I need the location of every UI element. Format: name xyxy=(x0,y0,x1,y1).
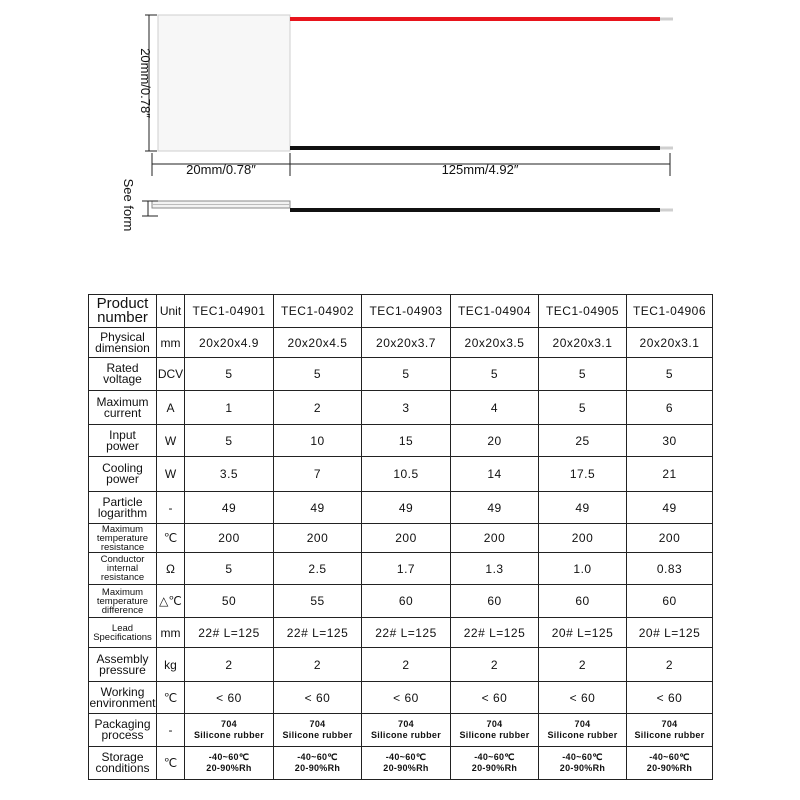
unit-cell: ℃ xyxy=(157,747,185,780)
row-label xyxy=(89,648,157,682)
table-row xyxy=(89,391,713,425)
value-cell: 22# L=125 xyxy=(274,618,362,648)
model-header: TEC1-04905 xyxy=(539,295,627,328)
value-line: 20-90%Rh xyxy=(471,763,518,773)
model-header: TEC1-04901 xyxy=(185,295,274,328)
table-row xyxy=(89,524,713,553)
table-row xyxy=(89,328,713,358)
row-label xyxy=(89,553,157,585)
table-row xyxy=(89,358,713,391)
unit-cell: W xyxy=(157,425,185,457)
value-cell xyxy=(274,714,362,747)
value-cell: 25 xyxy=(539,425,627,457)
value-line: 704 xyxy=(221,719,237,729)
value-cell: 2 xyxy=(274,648,362,682)
value-cell: < 60 xyxy=(185,682,274,714)
unit-cell: A xyxy=(157,391,185,425)
row-label-line: Conductor xyxy=(100,554,145,565)
value-line: 20-90%Rh xyxy=(383,763,429,773)
table-row xyxy=(89,714,713,747)
value-cell: 22# L=125 xyxy=(185,618,274,648)
row-label-line: logarithm xyxy=(97,505,148,520)
value-cell: 2 xyxy=(627,648,713,682)
value-line: Silicone rubber xyxy=(459,730,530,740)
value-cell: 10.5 xyxy=(362,457,451,492)
value-cell: 49 xyxy=(539,492,627,524)
value-cell xyxy=(185,714,274,747)
row-label xyxy=(89,524,157,553)
value-cell: 60 xyxy=(362,585,451,618)
value-cell: 1.3 xyxy=(451,553,539,585)
value-cell: 5 xyxy=(274,358,362,391)
row-label-line: internal xyxy=(106,563,139,574)
value-line: Silicone rubber xyxy=(370,730,441,740)
value-cell: 15 xyxy=(362,425,451,457)
row-label-line: Maximum xyxy=(101,586,144,598)
value-cell: 14 xyxy=(451,457,539,492)
width-dimension-label: 20mm/0.78″ xyxy=(186,162,256,177)
spec-table xyxy=(88,294,713,780)
row-label-line: power xyxy=(106,472,139,486)
value-cell xyxy=(539,747,627,780)
value-line: Silicone rubber xyxy=(282,730,353,740)
value-cell: 49 xyxy=(185,492,274,524)
row-label-line: environment xyxy=(89,695,156,710)
value-cell: 200 xyxy=(185,524,274,553)
value-line: Silicone rubber xyxy=(547,730,618,740)
value-cell: 200 xyxy=(539,524,627,553)
value-line: 20-90%Rh xyxy=(206,763,252,773)
value-line: 704 xyxy=(574,719,591,729)
value-line: -40~60℃ xyxy=(208,752,250,762)
table-row xyxy=(89,553,713,585)
value-cell xyxy=(539,714,627,747)
row-label-line: Storage xyxy=(101,750,144,764)
row-label-line: resistance xyxy=(100,541,145,553)
value-line: -40~60℃ xyxy=(474,752,515,762)
row-label-line: Input xyxy=(109,427,136,442)
unit-cell: △℃ xyxy=(157,585,185,618)
value-line: Silicone rubber xyxy=(193,730,264,740)
value-cell: 49 xyxy=(451,492,539,524)
value-line: 704 xyxy=(486,719,503,729)
value-cell: < 60 xyxy=(539,682,627,714)
value-cell: 2.5 xyxy=(274,553,362,585)
row-label-line: dimension xyxy=(95,340,150,355)
value-line: 704 xyxy=(309,719,326,729)
table-row xyxy=(89,682,713,714)
value-cell: 20x20x3.5 xyxy=(451,328,539,358)
value-cell: 20x20x3.7 xyxy=(362,328,451,358)
value-cell: 5 xyxy=(451,358,539,391)
row-label xyxy=(89,618,157,648)
row-label-line: Rated xyxy=(106,361,139,375)
row-label-line: number xyxy=(97,309,148,326)
value-cell xyxy=(274,747,362,780)
row-label-line: difference xyxy=(101,604,144,616)
unit-cell: mm xyxy=(157,328,185,358)
value-cell: 21 xyxy=(627,457,713,492)
row-label-line: temperature xyxy=(96,595,149,607)
row-label xyxy=(89,747,157,780)
value-cell: 20x20x4.9 xyxy=(185,328,274,358)
table-row xyxy=(89,457,713,492)
value-cell: 5 xyxy=(185,553,274,585)
value-cell: 5 xyxy=(362,358,451,391)
row-label-line: Product xyxy=(96,295,149,312)
value-cell: 7 xyxy=(274,457,362,492)
value-cell: 60 xyxy=(627,585,713,618)
value-cell: < 60 xyxy=(451,682,539,714)
value-cell: 2 xyxy=(362,648,451,682)
value-cell: 3 xyxy=(362,391,451,425)
unit-cell: - xyxy=(157,492,185,524)
value-cell: 5 xyxy=(185,425,274,457)
row-label-line: Working xyxy=(100,684,145,699)
value-line: -40~60℃ xyxy=(297,752,338,762)
row-label xyxy=(89,295,157,328)
value-cell: 20# L=125 xyxy=(627,618,713,648)
row-label xyxy=(89,585,157,618)
row-label-line: Assembly xyxy=(96,651,149,666)
value-cell: 60 xyxy=(539,585,627,618)
value-cell xyxy=(185,747,274,780)
table-row xyxy=(89,648,713,682)
value-line: 20-90%Rh xyxy=(646,763,693,773)
unit-cell: mm xyxy=(157,618,185,648)
unit-cell: DCV xyxy=(157,358,185,391)
row-label xyxy=(89,358,157,391)
row-label-line: power xyxy=(106,438,139,453)
value-cell xyxy=(362,747,451,780)
value-cell: 2 xyxy=(539,648,627,682)
value-cell: 20x20x3.1 xyxy=(627,328,713,358)
row-label-line: resistance xyxy=(100,572,145,583)
value-cell: 200 xyxy=(451,524,539,553)
value-line: -40~60℃ xyxy=(562,752,603,762)
value-cell: 2 xyxy=(451,648,539,682)
model-header: TEC1-04902 xyxy=(274,295,362,328)
unit-cell: ℃ xyxy=(157,524,185,553)
row-label-line: Cooling xyxy=(102,461,143,475)
value-cell: 0.83 xyxy=(627,553,713,585)
value-cell: 5 xyxy=(185,358,274,391)
value-cell: 20# L=125 xyxy=(539,618,627,648)
value-cell: 20 xyxy=(451,425,539,457)
row-label-line: Packaging xyxy=(94,717,151,731)
table-row xyxy=(89,425,713,457)
value-cell: 49 xyxy=(362,492,451,524)
lead-dimension-label: 125mm/4.92″ xyxy=(441,162,519,177)
value-cell: 49 xyxy=(627,492,713,524)
tec-module-diagram xyxy=(0,0,800,290)
value-cell: 2 xyxy=(274,391,362,425)
value-cell: 5 xyxy=(539,358,627,391)
unit-cell: - xyxy=(157,714,185,747)
unit-cell: W xyxy=(157,457,185,492)
value-cell xyxy=(627,747,713,780)
value-cell xyxy=(451,747,539,780)
value-cell: 30 xyxy=(627,425,713,457)
unit-header: Unit xyxy=(157,295,185,328)
unit-cell: ℃ xyxy=(157,682,185,714)
table-row xyxy=(89,492,713,524)
value-cell: 22# L=125 xyxy=(362,618,451,648)
value-cell: < 60 xyxy=(274,682,362,714)
value-cell: 200 xyxy=(274,524,362,553)
model-header: TEC1-04904 xyxy=(451,295,539,328)
row-label xyxy=(89,391,157,425)
value-cell: 50 xyxy=(185,585,274,618)
value-cell: 1.7 xyxy=(362,553,451,585)
value-cell: 1 xyxy=(185,391,274,425)
table-row xyxy=(89,618,713,648)
row-label-line: Lead xyxy=(111,622,134,634)
row-label-line: process xyxy=(101,728,144,742)
table-row xyxy=(89,585,713,618)
row-label-line: Maximum xyxy=(96,394,149,409)
value-cell: 1.0 xyxy=(539,553,627,585)
value-cell: 17.5 xyxy=(539,457,627,492)
value-cell: 10 xyxy=(274,425,362,457)
value-line: Silicone rubber xyxy=(634,730,705,740)
unit-cell: kg xyxy=(157,648,185,682)
value-cell xyxy=(362,714,451,747)
value-cell xyxy=(627,714,713,747)
height-dimension-label: 20mm/0.78″ xyxy=(138,48,153,118)
value-cell: 2 xyxy=(185,648,274,682)
row-label xyxy=(89,682,157,714)
value-cell: 6 xyxy=(627,391,713,425)
value-line: 20-90%Rh xyxy=(559,763,606,773)
value-cell: < 60 xyxy=(627,682,713,714)
model-header: TEC1-04903 xyxy=(362,295,451,328)
value-cell: 200 xyxy=(627,524,713,553)
row-label xyxy=(89,457,157,492)
unit-cell: Ω xyxy=(157,553,185,585)
row-label xyxy=(89,425,157,457)
row-label xyxy=(89,492,157,524)
row-label-line: Specifications xyxy=(93,631,152,643)
value-cell: 3.5 xyxy=(185,457,274,492)
value-cell: 5 xyxy=(539,391,627,425)
model-header: TEC1-04906 xyxy=(627,295,713,328)
value-line: 704 xyxy=(398,719,414,729)
value-cell: 22# L=125 xyxy=(451,618,539,648)
value-cell: 55 xyxy=(274,585,362,618)
table-header-row xyxy=(89,295,713,328)
value-line: -40~60℃ xyxy=(385,752,427,762)
row-label-line: conditions xyxy=(95,761,150,775)
row-label-line: pressure xyxy=(99,662,146,677)
value-line: 704 xyxy=(661,719,678,729)
table-row xyxy=(89,747,713,780)
value-cell: 4 xyxy=(451,391,539,425)
row-label-line: voltage xyxy=(103,372,142,386)
value-cell: 49 xyxy=(274,492,362,524)
value-cell: 5 xyxy=(627,358,713,391)
value-cell: < 60 xyxy=(362,682,451,714)
value-cell xyxy=(451,714,539,747)
value-cell: 20x20x4.5 xyxy=(274,328,362,358)
row-label xyxy=(89,328,157,358)
side-form-label: See form xyxy=(121,178,136,232)
module-top-view xyxy=(158,15,290,151)
value-line: 20-90%Rh xyxy=(294,763,341,773)
row-label-line: Particle xyxy=(102,494,143,509)
value-line: -40~60℃ xyxy=(649,752,690,762)
value-cell: 200 xyxy=(362,524,451,553)
row-label xyxy=(89,714,157,747)
row-label-line: Maximum xyxy=(101,523,144,535)
value-cell: 60 xyxy=(451,585,539,618)
row-label-line: current xyxy=(103,405,142,420)
row-label-line: Physical xyxy=(100,329,145,344)
row-label-line: temperature xyxy=(96,532,149,544)
value-cell: 20x20x3.1 xyxy=(539,328,627,358)
